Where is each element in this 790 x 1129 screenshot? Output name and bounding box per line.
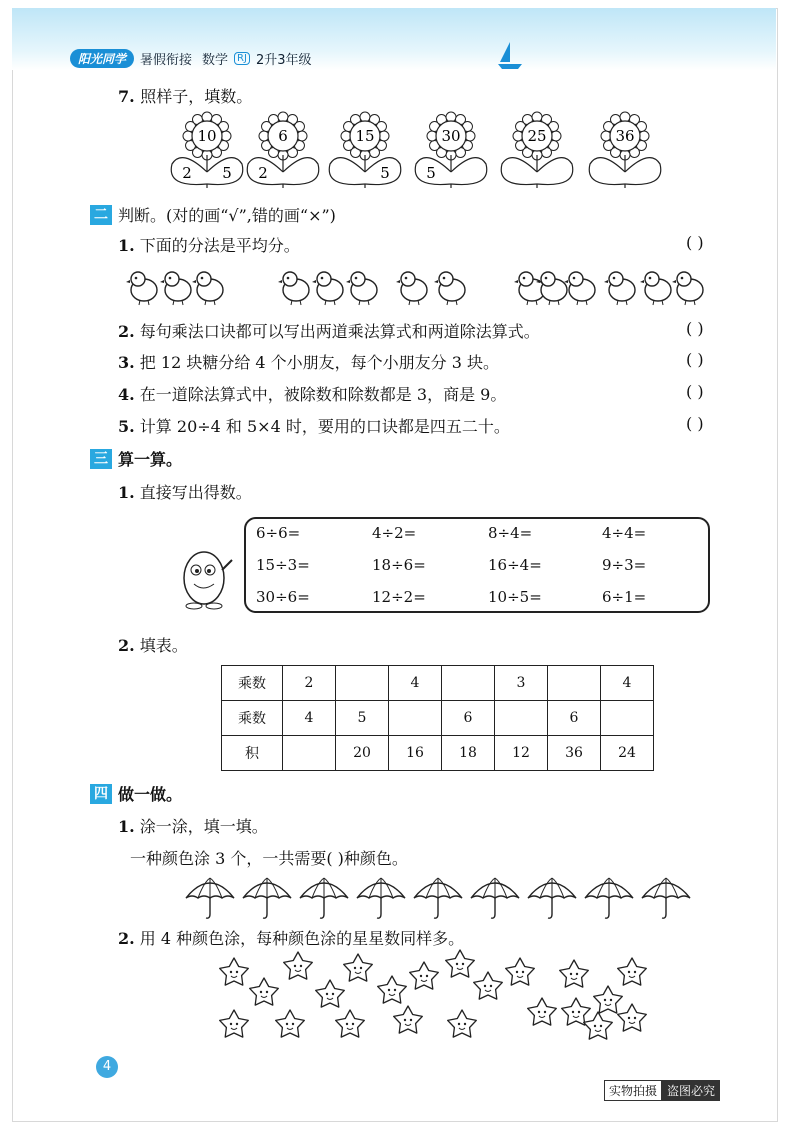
flower-center-number: 10 [197,127,217,145]
chick-groups [130,268,750,308]
table-row [222,736,654,771]
table-cell[interactable] [336,666,389,701]
chick-icon [514,272,545,305]
table-cell[interactable]: 4 [283,701,336,736]
star-icon[interactable] [618,1004,647,1031]
subject-label: 数学 [202,52,229,68]
chick-icon [672,272,703,305]
grade-label: 2升3年级 [255,52,312,68]
star-group [212,955,672,1055]
umbrella-icon [357,878,405,918]
do-q1-sub: 一种颜色涂 3 个，一共需要( )种颜色。 [130,849,408,868]
chick-icon [192,272,223,305]
table-cell[interactable] [389,701,442,736]
star-icon[interactable] [378,976,407,1003]
chick-icon [160,272,191,305]
brand-logo: 阳光同学 [70,49,134,68]
calc-item: 6÷6= [256,524,301,542]
chick-icon [434,272,465,305]
umbrella-icon [471,878,519,918]
star-icon[interactable] [560,960,589,987]
chick-icon [564,272,595,305]
umbrella-icon [186,878,234,918]
umbrella-icon [243,878,291,918]
answer-paren-3[interactable]: ( ) [686,350,704,369]
calc-item: 4÷2= [372,524,417,542]
umbrella-icon [414,878,462,918]
calc-item: 12÷2= [372,588,426,606]
table-cell[interactable] [283,736,336,771]
calc-item: 8÷4= [488,524,533,542]
section-badge: 四 [90,784,112,804]
table-cell[interactable]: 16 [389,736,442,771]
calc-item: 18÷6= [372,556,426,574]
answer-paren-4[interactable]: ( ) [686,382,704,401]
table-cell[interactable] [495,701,548,736]
flower-center-number: 36 [615,127,635,145]
section-4-heading [90,782,182,805]
flower-left-leaf-number: 5 [426,164,436,182]
table-cell[interactable]: 12 [495,736,548,771]
calc-item: 6÷1= [602,588,647,606]
table-cell: 积 [222,736,283,771]
page-number: 4 [96,1056,118,1078]
table-cell[interactable]: 4 [601,666,654,701]
section-3-heading [90,447,182,470]
table-cell[interactable]: 6 [548,701,601,736]
q7-label: 7. 照样子，填数。 [118,87,253,106]
chick-icon [536,272,567,305]
flower-center-number: 6 [278,127,288,145]
star-icon[interactable] [276,1010,305,1037]
star-icon[interactable] [336,1010,365,1037]
calc-item: 4÷4= [602,524,647,542]
calc-q1: 1. 直接写出得数。 [118,483,252,502]
chick-icon [312,272,343,305]
star-icon[interactable] [584,1012,613,1039]
umbrella-icon [585,878,633,918]
table-row [222,701,654,736]
star-icon[interactable] [506,958,535,985]
star-icon[interactable] [250,978,279,1005]
answer-paren-1[interactable]: ( ) [686,233,704,252]
flower-left-leaf-number: 2 [182,164,192,182]
flower-center-number: 25 [527,127,547,145]
do-q2: 2. 用 4 种颜色涂，每种颜色涂的星星数同样多。 [118,929,465,948]
section-2-heading [90,203,336,226]
judge-item-2: 2. 每句乘法口诀都可以写出两道乘法算式和两道除法算式。 [118,322,540,341]
table-cell[interactable]: 2 [283,666,336,701]
section-badge: 三 [90,449,112,469]
table-cell[interactable] [442,666,495,701]
star-icon[interactable] [220,958,249,985]
chick-icon [346,272,377,305]
umbrella-icon [642,878,690,918]
table-cell[interactable]: 24 [601,736,654,771]
star-icon[interactable] [594,986,623,1013]
star-icon[interactable] [446,950,475,977]
section-title: 算一算。 [118,450,183,469]
calc-q2: 2. 填表。 [118,636,188,655]
table-row [222,666,654,701]
watermark-stamp [604,1080,720,1101]
star-icon[interactable] [344,954,373,981]
calc-item: 15÷3= [256,556,310,574]
star-icon[interactable] [474,972,503,999]
answer-paren-5[interactable]: ( ) [686,414,704,433]
umbrella-icon [300,878,348,918]
star-icon[interactable] [394,1006,423,1033]
table-cell: 乘数 [222,666,283,701]
stamp-right: 盗图必究 [662,1080,720,1101]
answer-paren-2[interactable]: ( ) [686,319,704,338]
flower-left-leaf-number: 2 [258,164,268,182]
star-icon[interactable] [410,962,439,989]
star-icon[interactable] [448,1010,477,1037]
multiplication-table [221,665,654,771]
flower-center-number: 15 [355,127,375,145]
flower-right-leaf-number: 5 [380,164,390,182]
calc-item: 16÷4= [488,556,542,574]
judge-item-1: 1. 下面的分法是平均分。 [118,236,300,255]
chick-icon [604,272,635,305]
calc-item: 10÷5= [488,588,542,606]
table-cell[interactable]: 4 [389,666,442,701]
table-cell[interactable]: 3 [495,666,548,701]
sailboat-icon [498,40,522,70]
table-cell[interactable]: 5 [336,701,389,736]
star-icon[interactable] [284,952,313,979]
chick-icon [640,272,671,305]
judge-item-4: 4. 在一道除法算式中，被除数和除数都是 3，商是 9。 [118,385,507,404]
do-q1: 1. 涂一涂，填一填。 [118,817,268,836]
flower-item [588,112,698,192]
table-cell[interactable] [548,666,601,701]
umbrella-row [186,874,746,924]
star-icon[interactable] [618,958,647,985]
section-title: 做一做。 [118,785,183,804]
mascot-icon [176,540,236,610]
star-icon[interactable] [316,980,345,1007]
table-cell: 乘数 [222,701,283,736]
star-icon[interactable] [562,998,591,1025]
flower-center-number: 30 [441,127,461,145]
umbrella-icon [528,878,576,918]
table-cell[interactable]: 36 [548,736,601,771]
edition-badge: RJ [234,52,250,65]
flower-right-leaf-number: 5 [222,164,232,182]
page-header [70,48,312,68]
series-label: 暑假衔接 [140,52,193,68]
table-cell[interactable]: 6 [442,701,495,736]
judge-item-3: 3. 把 12 块糖分给 4 个小朋友，每个小朋友分 3 块。 [118,353,500,372]
star-icon[interactable] [528,998,557,1025]
star-icon[interactable] [220,1010,249,1037]
calc-item: 9÷3= [602,556,647,574]
judge-item-5: 5. 计算 20÷4 和 5×4 时，要用的口诀都是四五二十。 [118,417,510,436]
table-cell[interactable]: 18 [442,736,495,771]
chick-icon [396,272,427,305]
table-cell[interactable] [601,701,654,736]
table-cell[interactable]: 20 [336,736,389,771]
calc-item: 30÷6= [256,588,310,606]
chick-icon [126,272,157,305]
stamp-left: 实物拍摄 [604,1080,662,1101]
chick-icon [278,272,309,305]
section-title: 判断。(对的画“√”,错的画“×”) [118,206,336,225]
section-badge: 二 [90,205,112,225]
